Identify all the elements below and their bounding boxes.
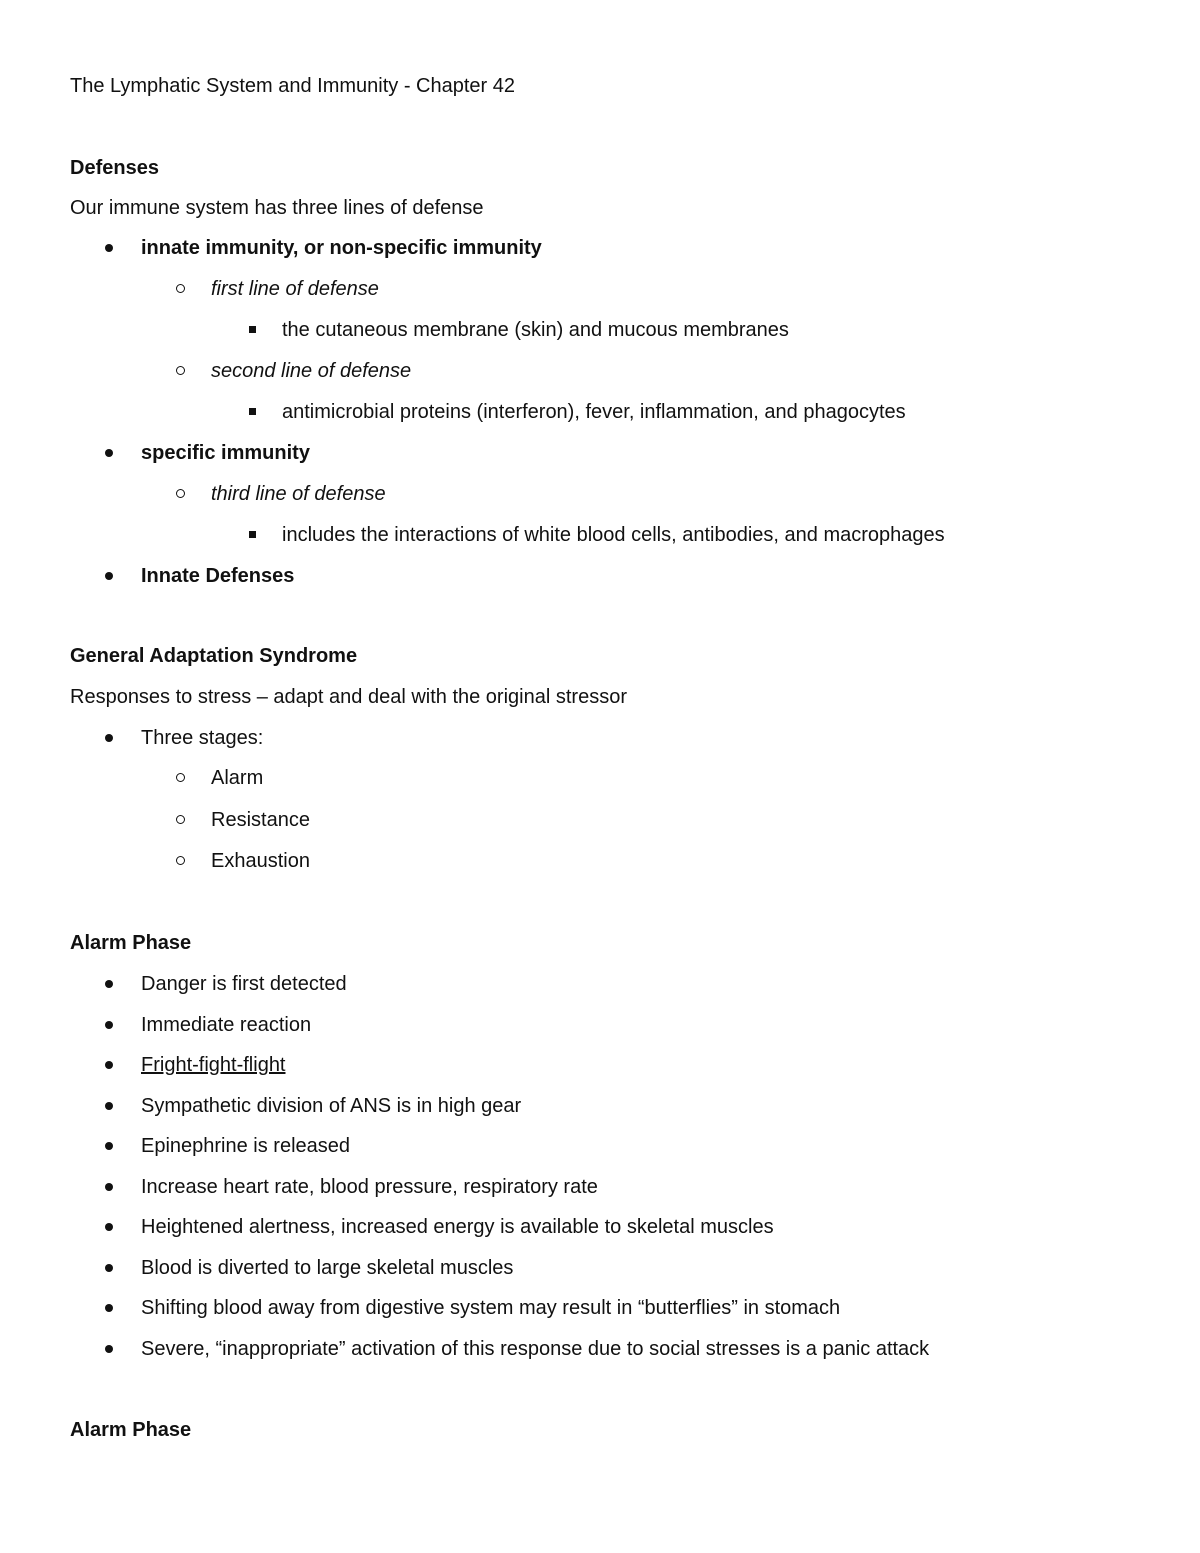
list-item-text: Increase heart rate, blood pressure, respiratory rate	[141, 1176, 598, 1198]
list-item	[0, 805, 1200, 835]
list-item	[0, 561, 1200, 591]
hollow-bullet-icon	[176, 815, 185, 824]
bullet-icon	[105, 1345, 113, 1353]
list-item	[0, 1172, 1200, 1202]
list-item	[0, 723, 1200, 753]
hollow-bullet-icon	[176, 773, 185, 782]
list-item-text: Three stages:	[141, 727, 264, 749]
heading-text: Alarm Phase	[70, 1419, 192, 1441]
paragraph-text: Responses to stress – adapt and deal with the original stressor	[70, 686, 627, 708]
list-item	[0, 520, 1200, 550]
list-item	[0, 1293, 1200, 1323]
heading-text: General Adaptation Syndrome	[70, 645, 358, 667]
list-item	[0, 1212, 1200, 1242]
paragraph-text: Our immune system has three lines of defense	[70, 197, 484, 219]
list-item-text: first line of defense	[211, 278, 379, 300]
square-bullet-icon	[249, 408, 256, 415]
list-item	[0, 233, 1200, 263]
paragraph	[0, 682, 1200, 712]
list-item	[0, 438, 1200, 468]
bullet-icon	[105, 1061, 113, 1069]
list-item	[0, 274, 1200, 304]
list-item-text: antimicrobial proteins (interferon), fever, inflammation, and phagocytes	[282, 401, 906, 423]
bullet-icon	[105, 1142, 113, 1150]
title-text: The Lymphatic System and Immunity - Chapter 42	[70, 75, 515, 97]
list-item	[0, 1253, 1200, 1283]
bullet-icon	[105, 1264, 113, 1272]
hollow-bullet-icon	[176, 366, 185, 375]
list-item-text: Shifting blood away from digestive system may result in “butterflies” in stomach	[141, 1297, 841, 1319]
list-item-text: the cutaneous membrane (skin) and mucous membranes	[282, 319, 789, 341]
list-item	[0, 315, 1200, 345]
heading-text: Alarm Phase	[70, 932, 192, 954]
paragraph	[0, 193, 1200, 223]
square-bullet-icon	[249, 531, 256, 538]
list-item-text: Blood is diverted to large skeletal muscles	[141, 1257, 514, 1279]
bullet-icon	[105, 449, 113, 457]
list-item-text: innate immunity, or non-specific immunity	[141, 237, 542, 259]
list-item-text: Epinephrine is released	[141, 1135, 351, 1157]
bullet-icon	[105, 1183, 113, 1191]
list-item	[0, 1010, 1200, 1040]
document-title	[0, 71, 1200, 101]
heading-text: Defenses	[70, 157, 159, 179]
bullet-icon	[105, 572, 113, 580]
square-bullet-icon	[249, 326, 256, 333]
bullet-icon	[105, 734, 113, 742]
bullet-icon	[105, 1021, 113, 1029]
section-heading-alarm-phase	[0, 928, 1200, 958]
list-item	[0, 763, 1200, 793]
list-item-text: Danger is first detected	[141, 973, 347, 995]
list-item-text: Exhaustion	[211, 850, 310, 872]
list-item-text: Immediate reaction	[141, 1014, 312, 1036]
bullet-icon	[105, 1102, 113, 1110]
bullet-icon	[105, 980, 113, 988]
list-item-text: Fright-fight-flight	[141, 1054, 286, 1076]
list-item	[0, 479, 1200, 509]
list-item-text: Alarm	[211, 767, 264, 789]
list-item-text: Sympathetic division of ANS is in high gear	[141, 1095, 522, 1117]
list-item	[0, 846, 1200, 876]
list-item	[0, 1334, 1200, 1364]
hollow-bullet-icon	[176, 489, 185, 498]
bullet-icon	[105, 1223, 113, 1231]
hollow-bullet-icon	[176, 284, 185, 293]
list-item	[0, 356, 1200, 386]
list-item	[0, 1091, 1200, 1121]
list-item-text: Innate Defenses	[141, 565, 295, 587]
hollow-bullet-icon	[176, 856, 185, 865]
list-item-text: Heightened alertness, increased energy is available to skeletal muscles	[141, 1216, 774, 1238]
list-item	[0, 969, 1200, 999]
list-item-text: includes the interactions of white blood cells, antibodies, and macrophages	[282, 524, 945, 546]
list-item	[0, 397, 1200, 427]
list-item-text: specific immunity	[141, 442, 310, 464]
bullet-icon	[105, 1304, 113, 1312]
list-item-text: second line of defense	[211, 360, 412, 382]
list-item	[0, 1131, 1200, 1161]
list-item	[0, 1050, 1200, 1080]
list-item-text: third line of defense	[211, 483, 386, 505]
list-item-text: Severe, “inappropriate” activation of this response due to social stresses is a panic attack	[141, 1338, 930, 1360]
section-heading-general-adaptation-syndrome	[0, 641, 1200, 671]
bullet-icon	[105, 244, 113, 252]
section-heading-alarm-phase-continued	[0, 1415, 1200, 1445]
list-item-text: Resistance	[211, 809, 310, 831]
section-heading-defenses	[0, 153, 1200, 183]
